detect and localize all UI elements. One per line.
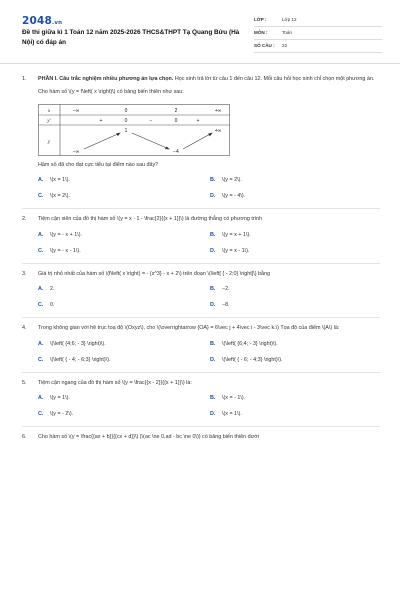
option-letter: D. [210, 247, 216, 254]
option-text: \(y = - x - 1\). [50, 247, 81, 254]
option-letter: C. [38, 193, 44, 200]
part-title: PHẦN I. Câu trắc nghiệm nhiều phương án lựa chọn. [38, 76, 174, 82]
class-value: Lớp 12 [282, 16, 297, 22]
option-text: \(x = 1\). [50, 177, 70, 184]
option-text: \(\left( { - 4; - 6;3} \right)\). [50, 356, 111, 363]
question-number: 2. [22, 216, 27, 223]
question-divider [22, 426, 380, 427]
question-count-row [254, 40, 382, 53]
option-b[interactable] [210, 395, 382, 403]
y-row-label: y [47, 138, 51, 145]
option-a[interactable] [38, 177, 210, 185]
question-6 [22, 434, 380, 442]
sign-2: 0 [124, 117, 128, 124]
option-a[interactable] [38, 232, 210, 240]
question-2 [22, 216, 380, 255]
option-letter: C. [38, 302, 44, 309]
question-list [22, 76, 380, 442]
x-value-2: 0 [124, 107, 128, 114]
x-value-3: 2 [174, 107, 178, 114]
y-value-2: 1 [124, 127, 128, 134]
increase-arrow-1 [84, 133, 120, 149]
question-divider [22, 263, 380, 264]
option-text: \(y = x + 1\). [222, 231, 251, 238]
variation-table-svg [38, 104, 230, 156]
question-stem: Tiệm cận ngang của đồ thị hàm số \(y = \frac{{x - 2}}{{x + 1}}\) là: [38, 379, 192, 386]
option-c[interactable] [38, 302, 210, 310]
question-stem: Cho hàm số \(y = \frac{{ax + b}}{{cx + d}}\) (\(ac \ne 0,ad - bc \ne 0\)) có bảng biến thiên dưới [38, 434, 259, 441]
option-text: \(\left( { - 6; - 4;3} \right)\). [222, 356, 283, 363]
option-letter: A. [38, 177, 44, 184]
sign-4: 0 [174, 117, 178, 124]
option-letter: C. [38, 411, 44, 418]
question-divider [22, 208, 380, 209]
document-title: Đề thi giữa kì 1 Toán 12 năm 2025-2026 THCS&THPT Tạ Quang Bửu (Hà Nội) có đáp án [22, 29, 240, 46]
option-text: \(y = - 4\). [222, 193, 246, 200]
question-number: 6. [22, 434, 27, 441]
option-c[interactable] [38, 357, 210, 365]
sign-5: + [196, 117, 200, 124]
option-d[interactable] [210, 357, 382, 365]
option-text: \(x = - 1\). [222, 395, 246, 402]
option-d[interactable] [210, 411, 382, 419]
question-3 [22, 271, 380, 310]
option-text: \(\left( {4;6; - 3} \right)\). [50, 340, 106, 347]
y-value-1: −∞ [72, 148, 80, 155]
question-1 [22, 76, 380, 201]
option-a[interactable] [38, 395, 210, 403]
subject-value: Toán [282, 29, 292, 35]
option-text: \(x = 2\). [50, 193, 70, 200]
part-description: Học sinh trả lời từ câu 1 đến câu 12. Mỗi câu hỏi học sinh chỉ chọn một phương án. [173, 76, 375, 82]
question-number: 4. [22, 325, 27, 332]
option-letter: D. [210, 302, 216, 309]
question-number: 3. [22, 270, 27, 277]
option-letter: D. [210, 411, 216, 418]
page-header [0, 0, 400, 64]
answer-options [38, 286, 380, 310]
option-text: −8. [222, 302, 230, 309]
site-logo[interactable] [22, 14, 62, 29]
option-text: −2. [222, 286, 230, 293]
class-label: LỚP : [254, 16, 267, 22]
question-number: 1. [22, 76, 27, 82]
sign-3: − [149, 117, 153, 124]
decrease-arrow [132, 133, 169, 149]
x-row-label: x [47, 107, 51, 114]
option-text: \(y = - 2\). [50, 411, 74, 418]
option-text: \(y = - x + 1\). [50, 231, 83, 238]
option-letter: D. [210, 193, 216, 200]
option-text: \(y = x - 1\). [222, 247, 250, 254]
option-text: 2. [50, 286, 55, 293]
option-text: \(x = 1\). [222, 411, 242, 418]
exam-info [254, 14, 382, 53]
option-letter: A. [38, 340, 44, 347]
variation-table [38, 104, 230, 156]
option-a[interactable] [38, 286, 210, 294]
option-d[interactable] [210, 248, 382, 256]
question-number: 5. [22, 379, 27, 386]
question-count-label: SỐ CÂU : [254, 42, 275, 48]
option-letter: D. [210, 356, 216, 363]
option-text: \(y = 1\). [50, 395, 70, 402]
option-letter: C. [38, 247, 44, 254]
option-letter: B. [210, 395, 216, 402]
x-value-4: +∞ [214, 107, 222, 114]
increase-arrow-2 [183, 133, 212, 149]
answer-options [38, 232, 380, 256]
arrowhead-3 [209, 133, 212, 136]
question-5 [22, 380, 380, 419]
option-letter: B. [210, 340, 216, 347]
sign-1: + [99, 117, 103, 124]
y-value-4: +∞ [214, 127, 222, 134]
option-letter: A. [38, 395, 44, 402]
arrowhead-1 [117, 133, 120, 136]
option-c[interactable] [38, 248, 210, 256]
option-b[interactable] [210, 232, 382, 240]
logo-name: 2048 [22, 15, 53, 27]
arrowhead-2 [165, 147, 169, 149]
subject-label: MÔN : [254, 29, 268, 35]
option-d[interactable] [210, 193, 382, 201]
answer-options [38, 341, 380, 365]
option-letter: C. [38, 356, 44, 363]
option-d[interactable] [210, 302, 382, 310]
answer-options [38, 395, 380, 419]
option-b[interactable] [210, 177, 382, 185]
option-text: \(y = 2\). [222, 177, 242, 184]
answer-options [38, 177, 380, 201]
subject-row [254, 27, 382, 40]
option-letter: A. [38, 231, 44, 238]
option-b[interactable] [210, 286, 382, 294]
option-c[interactable] [38, 193, 210, 201]
x-value-1: −∞ [72, 107, 80, 114]
question-count-value: 22 [282, 42, 288, 48]
option-letter: B. [210, 286, 216, 293]
y-value-3: −4 [173, 148, 179, 155]
option-c[interactable] [38, 411, 210, 419]
option-a[interactable] [38, 341, 210, 349]
question-4 [22, 325, 380, 364]
question-stem: Tiệm cận xiên của đồ thị hàm số \(y = x - 1 - \frac{2}{{x + 1}}\) là đường thẳng có phương trình [38, 216, 263, 223]
option-b[interactable] [210, 341, 382, 349]
option-text: 0. [50, 302, 55, 309]
question-stem: Giá trị nhỏ nhất của hàm số \(f\left( x \right) = - {x^3} - x + 2\) trên đoạn \(\left[ { - 2;0} \right]\) bằng [38, 270, 271, 277]
question-divider [22, 317, 380, 318]
class-row [254, 14, 382, 27]
question-stem: Trong không gian với hệ trục toạ độ \(Oxyz\), cho \(\overrightarrow {OA} = 6\vec j + 4\vec i - 3\vec k.\) Tọa độ của điểm \(A\) là: [38, 325, 340, 332]
question-stem: Cho hàm số \(y = f\left( x \right)\) có bảng biến thiên như sau: [38, 88, 184, 95]
part-heading [38, 76, 380, 84]
derivative-row-label: y' [47, 117, 51, 124]
option-letter: A. [38, 286, 44, 293]
option-text: \(\left( {6;4; - 3} \right)\). [222, 340, 278, 347]
question-prompt: Hàm số đã cho đạt cực tiểu tại điểm nào sau đây? [38, 161, 159, 168]
logo-tld: .vn [52, 20, 63, 26]
option-letter: B. [210, 177, 216, 184]
option-letter: B. [210, 231, 216, 238]
question-divider [22, 372, 380, 373]
